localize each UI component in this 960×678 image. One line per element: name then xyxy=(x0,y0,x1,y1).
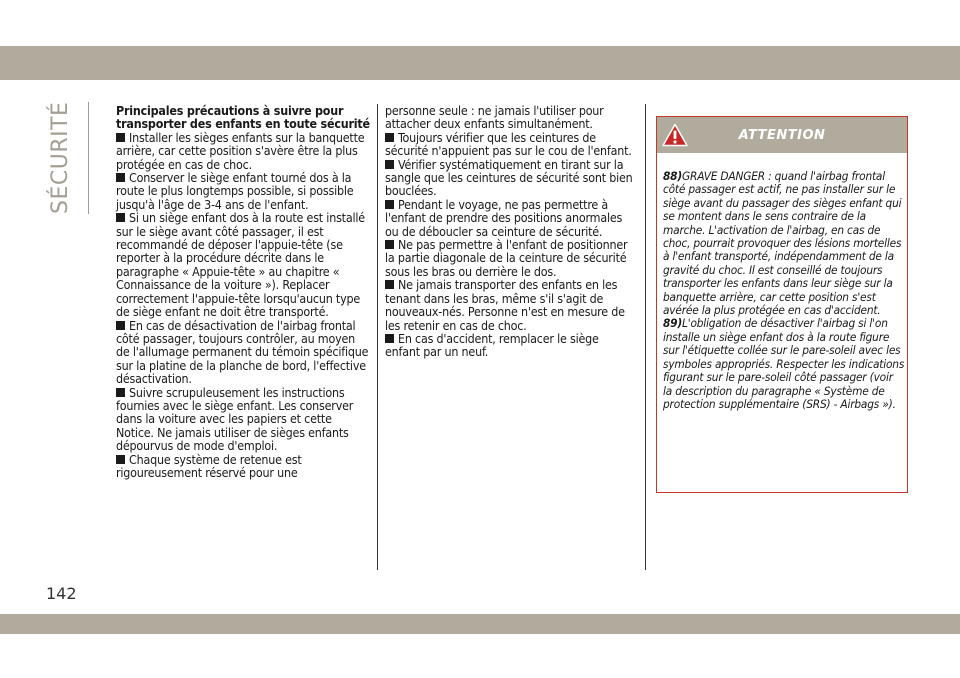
bullet-icon xyxy=(385,240,394,249)
note-text: L'obligation de désactiver l'airbag si l'on installe un siège enfant dos à la route figure sur l'étiquette collée sur le pare-soleil avec les symboles appropriés. Respecter les indications figurant sur le pare-soleil côté passager (voir la description du paragraphe « Système de protection supplémentaire (SRS) - Airbags »). xyxy=(663,316,905,411)
column-1 xyxy=(116,104,370,479)
column-2 xyxy=(385,104,635,359)
bullet-icon xyxy=(116,213,125,222)
warning-notes xyxy=(663,170,905,411)
warning-note xyxy=(663,317,905,411)
warning-header xyxy=(657,117,907,153)
note-text: GRAVE DANGER : quand l'airbag frontal côté passager est actif, ne pas installer sur le siège avant du passager des sièges enfant qui se montent dans le sens contraire de la marche. L'activation de l'airbag, en cas de choc, pourrait provoquer des lésions mortelles à l'enfant transporté, indépendamment de la gravité du choc. Il est conseillé de toujours transporter les enfants dans leur siège sur la banquette arrière, car cette position s'est avérée la plus protégée en cas d'accident. xyxy=(663,169,902,318)
continuation-text: personne seule : ne jamais l'utiliser pour attacher deux enfants simultanément. xyxy=(385,103,604,132)
note-number: 88) xyxy=(663,169,683,183)
section-divider xyxy=(88,102,89,214)
bullet-item: Conserver le siège enfant tourné dos à la route le plus longtemps possible, si possible jusqu'à l'âge de 3-4 ans de l'enfant. xyxy=(116,170,354,212)
bullet-icon xyxy=(385,133,394,142)
warning-box xyxy=(656,116,908,493)
bullet-icon xyxy=(385,160,394,169)
bullet-icon xyxy=(116,321,125,330)
bullet-item: Si un siège enfant dos à la route est installé sur le siège avant côté passager, il est recommandé de déposer l'appuie-tête (se reporter à la procédure décrite dans le paragraphe « Appuie-tête » au chapitre « Connaissance de la voiture »). Replacer correctement l'appuie-tête lorsqu'aucun type de siège enfant ne doit être transporté. xyxy=(116,210,365,320)
bullet-item: En cas de désactivation de l'airbag frontal côté passager, toujours contrôler, au moyen de l'allumage permanent du témoin spécifique sur la platine de la planche de bord, l'effective désactivation. xyxy=(116,317,369,387)
section-heading: Principales précautions à suivre pour transporter des enfants en toute sécurité xyxy=(116,103,370,132)
column-separator xyxy=(645,104,646,570)
bullet-icon xyxy=(385,200,394,209)
header-band xyxy=(0,46,960,80)
bullet-icon xyxy=(116,388,125,397)
warning-title: ATTENTION xyxy=(738,128,826,143)
warning-note xyxy=(663,170,905,317)
bullet-item: Ne pas permettre à l'enfant de positionner la partie diagonale de la ceinture de sécurité sous les bras ou derrière le dos. xyxy=(385,237,628,279)
bullet-item: Ne jamais transporter des enfants en les tenant dans les bras, même s'il s'agit de nouveaux-nés. Personne n'est en mesure de les retenir en cas de choc. xyxy=(385,277,625,333)
footer-band xyxy=(0,614,960,634)
bullet-item: Chaque système de retenue est rigoureusement réservé pour une xyxy=(116,451,302,480)
bullet-item: Installer les sièges enfants sur la banquette arrière, car cette position s'avère être la plus protégée en cas de choc. xyxy=(116,129,365,172)
column-separator xyxy=(377,104,378,570)
bullet-icon xyxy=(116,133,125,142)
bullet-icon xyxy=(116,173,125,182)
bullet-icon xyxy=(116,455,125,464)
bullet-item: Pendant le voyage, ne pas permettre à l'enfant de prendre des positions anormales ou de déboucler sa ceinture de sécurité. xyxy=(385,196,623,239)
bullet-icon xyxy=(385,280,394,289)
note-number: 89) xyxy=(663,316,683,331)
bullet-item: En cas d'accident, remplacer le siège enfant par un neuf. xyxy=(385,330,599,360)
bullet-icon xyxy=(385,334,394,343)
bullet-item: Suivre scrupuleusement les instructions fournies avec le siège enfant. Les conserver dans la voiture avec les papiers et cette Notice. Ne jamais utiliser de sièges enfants dépourvus de mode d'emploi. xyxy=(116,384,354,454)
bullet-item: Toujours vérifier que les ceintures de sécurité n'appuient pas sur le cou de l'enfant. xyxy=(385,129,632,159)
page-number: 142 xyxy=(46,584,77,603)
bullet-item: Vérifier systématiquement en tirant sur la sangle que les ceintures de sécurité sont bien bouclées. xyxy=(385,156,633,199)
section-label: SÉCURITÉ xyxy=(48,101,73,214)
